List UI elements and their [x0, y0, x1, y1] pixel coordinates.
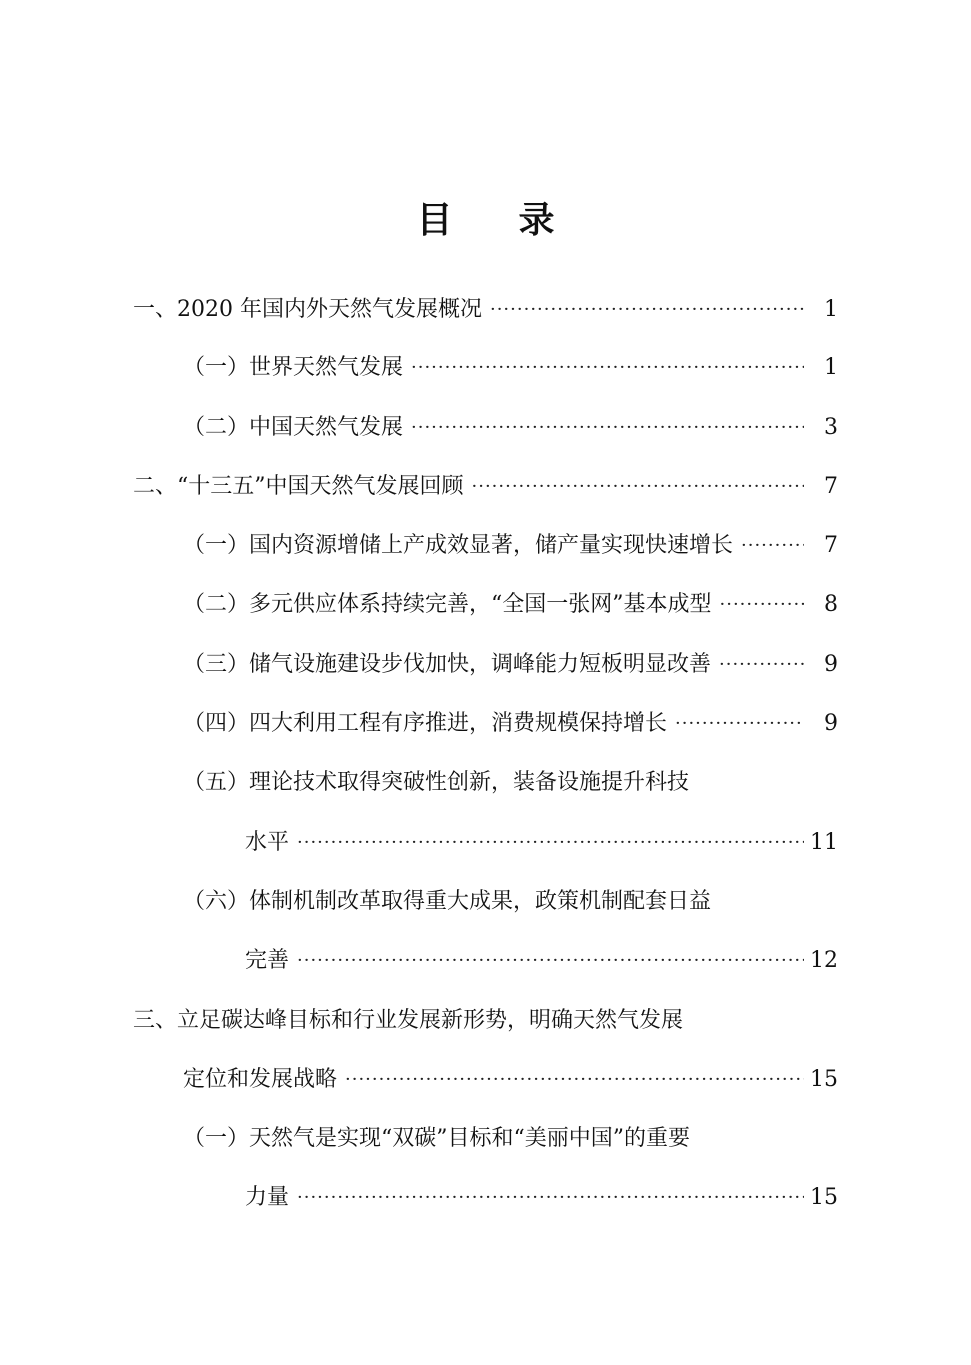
dot-leader [297, 1178, 804, 1218]
toc-page-number: 7 [824, 533, 838, 558]
toc-entry-chapter-2[interactable] [133, 467, 838, 507]
dot-leader [490, 290, 804, 330]
toc-entry-section-1-1[interactable] [183, 348, 838, 388]
dot-leader [297, 823, 804, 863]
toc-entry-chapter-1[interactable] [133, 290, 838, 330]
toc-page-number: 11 [810, 830, 838, 855]
toc-entry-title-continued: 定位和发展战略 [183, 1067, 338, 1092]
dot-leader [675, 704, 804, 744]
toc-entry-section-2-2[interactable] [183, 585, 838, 625]
toc-entry-section-2-6[interactable] [183, 882, 838, 922]
title-char-2: 录 [518, 200, 555, 241]
toc-entry-title: （一）国内资源增储上产成效显著，储产量实现快速增长 [183, 533, 734, 558]
dot-leader [297, 941, 804, 981]
toc-entry-title: （二）中国天然气发展 [183, 415, 404, 440]
dot-leader [411, 408, 804, 448]
toc-page-number: 8 [824, 592, 838, 617]
toc-entry-title-continued: 完善 [245, 948, 290, 973]
dot-leader [472, 467, 805, 507]
toc-page-number: 9 [824, 711, 838, 736]
toc-entry-section-3-1-continued[interactable] [245, 1178, 838, 1218]
toc-entry-section-2-4[interactable] [183, 704, 838, 744]
toc-page-number: 12 [810, 948, 838, 973]
toc-entry-chapter-3[interactable] [133, 1001, 838, 1041]
toc-entry-section-2-6-continued[interactable] [245, 941, 838, 981]
toc-entry-section-2-5[interactable] [183, 763, 838, 803]
toc-entry-title: （三）储气设施建设步伐加快，调峰能力短板明显改善 [183, 652, 712, 677]
toc-entry-section-2-1[interactable] [183, 526, 838, 566]
title-char-1: 目 [416, 200, 453, 241]
toc-entry-title: （一）世界天然气发展 [183, 355, 404, 380]
toc-entry-title: 二、“十三五”中国天然气发展回顾 [133, 474, 464, 499]
dot-leader [741, 526, 804, 566]
dot-leader [411, 348, 804, 388]
toc-entry-section-2-5-continued[interactable] [245, 823, 838, 863]
toc-entry-title: （一）天然气是实现“双碳”目标和“美丽中国”的重要 [183, 1126, 690, 1151]
toc-page-number: 15 [810, 1067, 838, 1092]
toc-entry-section-1-2[interactable] [183, 408, 838, 448]
toc-entry-title: 三、立足碳达峰目标和行业发展新形势，明确天然气发展 [133, 1008, 684, 1033]
toc-entry-title: （六）体制机制改革取得重大成果，政策机制配套日益 [183, 889, 712, 914]
toc-page-number: 15 [810, 1185, 838, 1210]
toc-page-number: 1 [824, 297, 838, 322]
toc-entry-chapter-3-continued[interactable] [183, 1060, 838, 1100]
toc-entry-title: （二）多元供应体系持续完善，“全国一张网”基本成型 [183, 592, 712, 617]
toc-page-number: 1 [824, 355, 838, 380]
toc-page-number: 9 [824, 652, 838, 677]
toc-entry-title-continued: 水平 [245, 830, 290, 855]
toc-entry-title-continued: 力量 [245, 1185, 290, 1210]
toc-entry-title: 一、2020 年国内外天然气发展概况 [133, 297, 482, 322]
dot-leader [719, 645, 804, 685]
toc-entry-title: （五）理论技术取得突破性创新，装备设施提升科技 [183, 770, 690, 795]
toc-page-number: 3 [824, 415, 838, 440]
dot-leader [720, 585, 805, 625]
toc-entry-section-2-3[interactable] [183, 645, 838, 685]
toc-page-number: 7 [824, 474, 838, 499]
toc-entry-title: （四）四大利用工程有序推进，消费规模保持增长 [183, 711, 668, 736]
toc-entry-section-3-1[interactable] [183, 1119, 838, 1159]
dot-leader [345, 1060, 804, 1100]
